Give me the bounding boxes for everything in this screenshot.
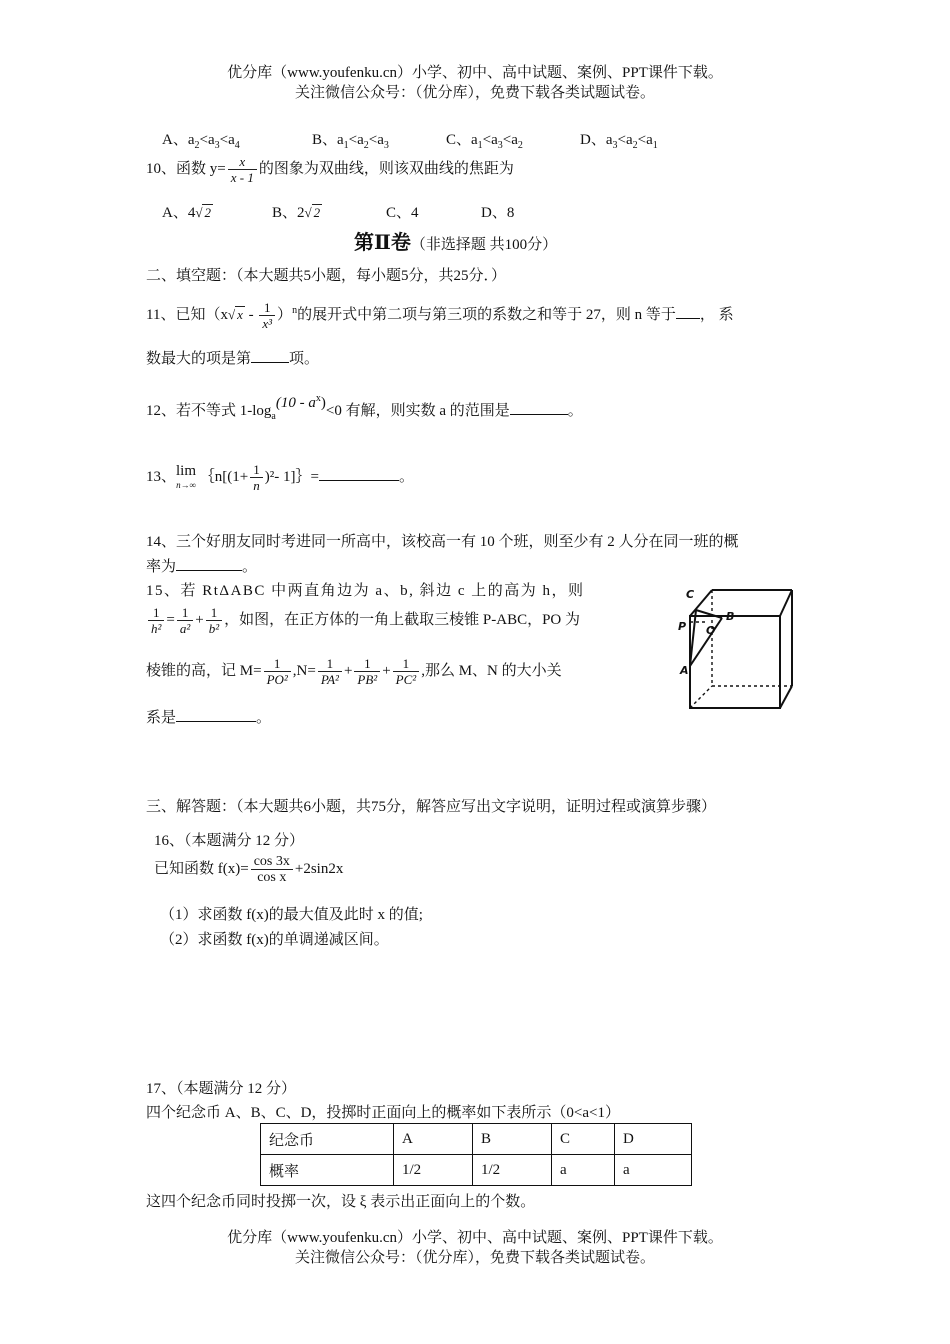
cube-figure <box>672 578 802 714</box>
q9-option-c: C、$a_1<a_3<a_2$ <box>446 132 523 151</box>
answer-blank[interactable] <box>510 400 568 415</box>
table-cell: 纪念币 <box>261 1124 394 1155</box>
q16-part-1: （1）求函数 f(x)的最大值及此时 x 的值; <box>160 907 423 923</box>
table-cell: a <box>615 1155 692 1186</box>
q10-option-c: C、4 <box>386 205 419 221</box>
q17-title: 17、（本题满分 12 分） <box>146 1081 297 1097</box>
q15-line-4: 系是 。 <box>146 706 271 727</box>
label-p: P <box>678 620 687 633</box>
label-o: O <box>706 624 716 637</box>
table-cell: B <box>473 1124 552 1155</box>
q10-option-d: D、8 <box>481 205 515 221</box>
sqrt-icon: √ 2 <box>195 205 211 220</box>
q9-option-b: B、$a_1<a_2<a_3$ <box>312 132 389 151</box>
table-cell: A <box>394 1124 473 1155</box>
q15-line-3: 棱锥的高，记 M= $\frac{1}{\text{PO²}}$ ,N= $\frac{1}{\text{PA²}}$ + $\frac{1}{\text{PB²}}$ + $\frac{1}{\text{PC²}}$ ,那么 M、N 的大小关 <box>146 656 562 687</box>
label-c: C <box>686 588 695 601</box>
footer-line-2: 关注微信公众号：（优分库），免费下载各类试题试卷。 <box>294 1250 655 1266</box>
section-2-title: 二、填空题：（本大题共5小题，每小题5分，共25分．） <box>146 268 507 284</box>
answer-blank[interactable] <box>176 707 256 722</box>
part-title: 第Ⅱ卷（非选择题 共100分） <box>354 232 558 254</box>
table-row <box>261 1124 692 1155</box>
q9-option-d: D、$a_3<a_2<a_1$ <box>580 132 658 151</box>
q11-line-2: 数最大的项是第 项。 <box>146 347 319 368</box>
probability-table <box>260 1123 692 1186</box>
sqrt-icon: √ x <box>227 306 243 322</box>
answer-blank[interactable] <box>676 304 700 319</box>
q12: 12、若不等式 $1-\log_a(10 - a^x)<0$ 有解，则实数 a 的范围是 。 <box>146 393 583 422</box>
q15-line-1: 15、若 RtΔABC 中两直角边为 a、b, 斜边 c 上的高为 h，则 <box>146 583 585 599</box>
footer-line-1: 优分库（www.youfenku.cn）小学、初中、高中试题、案例、PPT课件下载。 <box>227 1230 723 1246</box>
q17-intro: 四个纪念币 A、B、C、D，投掷时正面向上的概率如下表所示（0<a<1） <box>146 1105 621 1121</box>
q16-part-2: （2）求函数 f(x)的单调递减区间。 <box>160 932 389 948</box>
q14-line-1: 14、三个好朋友同时考进同一所高中，该校高一有 10 个班，则至少有 2 人分在同一班的概 <box>146 534 739 550</box>
answer-blank[interactable] <box>251 348 289 363</box>
q13: 13、 lim n→∞ ｛n[(1+ $\frac{1}{n}$ )²- 1]｝= 。 <box>146 462 414 493</box>
table-row <box>261 1155 692 1186</box>
header-line-2: 关注微信公众号：（优分库），免费下载各类试题试卷。 <box>294 85 655 101</box>
table-cell: 1/2 <box>394 1155 473 1186</box>
limit-operator: lim n→∞ <box>176 462 197 490</box>
q14-line-2: 率为 。 <box>146 555 257 576</box>
sqrt-icon: √ 2 <box>304 205 321 220</box>
q10-stem: 10、函数 y= $\frac{x}{x - 1}$ 的图象为双曲线，则该双曲线的焦距为 <box>146 154 514 185</box>
q16-function: 已知函数 f(x)= $\frac{\cos 3x}{\text{cos x}}$ +2sin2x <box>154 854 344 885</box>
table-cell: 概率 <box>261 1155 394 1186</box>
table-cell: D <box>615 1124 692 1155</box>
label-b: B <box>726 610 735 623</box>
section-3-title: 三、解答题：（本大题共6小题，共75分，解答应写出文字说明，证明过程或演算步骤） <box>146 799 717 815</box>
table-cell: C <box>552 1124 615 1155</box>
q10-option-a: A、4√ 2 <box>162 205 211 221</box>
label-a: A <box>680 664 689 677</box>
table-cell: a <box>552 1155 615 1186</box>
q15-line-2: $\frac{1}{\text{h²}}$ = $\frac{1}{\text{a²}}$ + $\frac{1}{\text{b²}}$ ，如图，在正方体的一角上截取三棱锥 P-ABC，PO 为 <box>146 605 580 636</box>
table-cell: 1/2 <box>473 1155 552 1186</box>
answer-blank[interactable] <box>176 556 242 571</box>
q10-fraction: $\frac{x}{x - 1}$ <box>228 154 257 185</box>
q10-option-b: B、2√ 2 <box>272 205 321 221</box>
q9-option-a: A、$a_2<a_3<a_4$ <box>162 132 240 151</box>
q11-line-1: 11、已知（x√ x - $\frac{1}{\text{x³}}$ ）$^n$的展开式中第二项与第三项的系数之和等于 27，则 n 等于 ， 系 <box>146 300 734 331</box>
q16-title: 16、（本题满分 12 分） <box>154 833 305 849</box>
header-line-1: 优分库（www.youfenku.cn）小学、初中、高中试题、案例、PPT课件下载。 <box>227 65 723 81</box>
answer-blank[interactable] <box>319 466 399 481</box>
q17-after: 这四个纪念币同时投掷一次，设 ξ 表示出正面向上的个数。 <box>146 1194 536 1210</box>
